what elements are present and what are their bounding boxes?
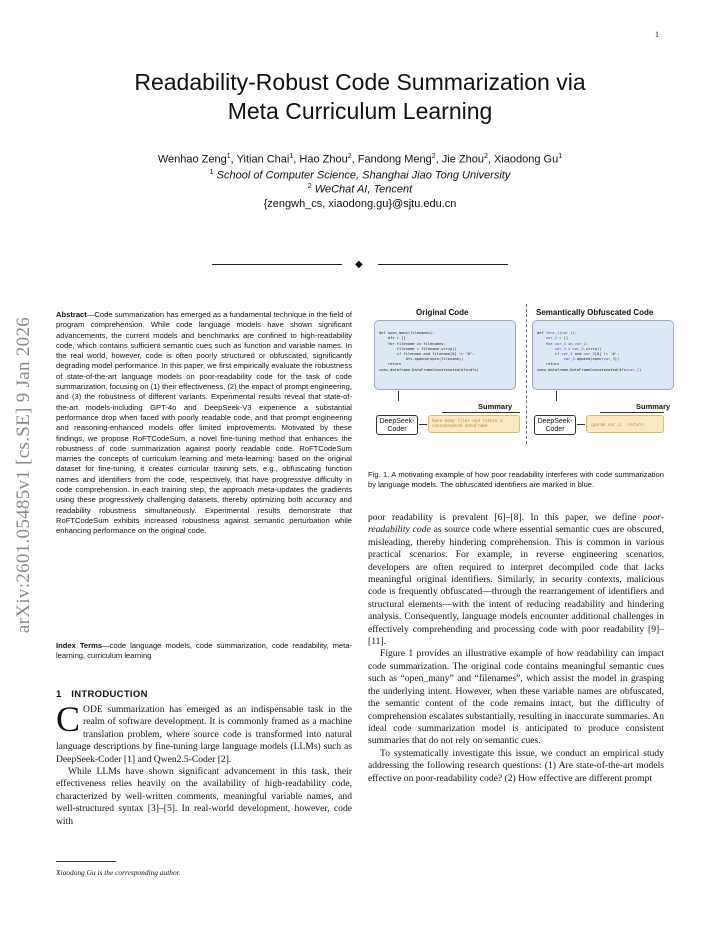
author: Wenhao Zeng <box>157 153 227 166</box>
author-list: Wenhao Zeng$^1$, Yitian Chai$^1$, Hao Zhou$^2$, Fandong Meng$^2$, Jie Zhou$^2$, Xiaodong Gu$^1$ <box>157 153 563 166</box>
intro-p1-text: summarization has emerged as an indispensable task in the realm of software development. It is commonly framed as a machine translation problem, where source code is transformed into natural language descriptions by fine-tuning large language models (LLMs) such as DeepSeek-Coder [1] and Qwen2.5-Coder [2]. <box>56 704 352 765</box>
intro-paragraph-2: While LLMs have shown significant advancement in this task, their effectiveness relies heavily on the availability of high-readability code, characterized by well-written comments, meaningful variable names, and well-structured syntax [3]–[5]. In real-world development, however, code with <box>56 766 352 827</box>
section-title: INTRODUCTION <box>71 689 148 700</box>
author-affiliation-mark: 1 <box>558 153 563 160</box>
author-email: {zengwh_cs, xiaodong.gu}@sjtu.edu.cn <box>263 198 457 210</box>
figure-1 <box>368 302 671 462</box>
index-terms-text: —code language models, code summarization, code readability, meta-learning, curriculum learning <box>56 641 353 661</box>
author: Jie Zhou <box>441 153 484 166</box>
code-line: if filename and filename[0] != "#": <box>379 352 475 357</box>
diamond-icon: ◆ <box>355 259 363 270</box>
affiliation-text: School of Computer Science, Shanghai Jiao Tong University <box>216 169 511 182</box>
code-line: for var_3 in var_1: <box>537 341 589 346</box>
obfuscated-code-header: Semantically Obfuscated Code <box>536 308 654 317</box>
figure-separator <box>526 304 527 444</box>
section-heading <box>56 689 352 700</box>
abstract-label: Abstract <box>56 310 87 319</box>
model-box-deepseek-coder: DeepSeek- Coder <box>376 415 418 435</box>
code-line: var_2.append(open(var_3)) <box>563 357 620 362</box>
intro-text <box>56 699 352 828</box>
original-code-box <box>374 320 516 390</box>
right-column-text <box>368 512 664 785</box>
original-code-header: Original Code <box>416 308 469 317</box>
footnote-rule <box>56 861 116 862</box>
obfuscated-code-box <box>532 320 674 390</box>
section-number: 1 <box>56 689 62 700</box>
obfuscated-summary: :param var_1: :return: <box>586 415 664 433</box>
author: Fandong Meng <box>357 153 432 166</box>
title-divider <box>212 260 508 270</box>
code-line: dfs.append(open(filename)) <box>379 357 464 362</box>
intro-paragraph-1 <box>56 699 352 766</box>
model-box-deepseek-coder: DeepSeek- Coder <box>534 415 576 435</box>
code-line: def open_many(filenames): <box>379 331 435 336</box>
code-line: for filename in filenames: <box>379 341 446 346</box>
code-line: def func_1(var_1): <box>537 331 578 336</box>
code-line: if var_3 and var_3[0] != '#': <box>537 352 620 357</box>
title-line-2: Meta Curriculum Learning <box>227 98 493 124</box>
code-line: var_2 = [] <box>545 336 569 341</box>
arxiv-identifier: arXiv:2601.05485v1 [cs.SE] 9 Jan 2026 <box>13 316 34 634</box>
code-line: return <box>379 362 402 367</box>
paragraph: poor readability is prevalent [6]–[8]. In this paper, we define poor-readability code as source code where essential semantic cues are obscured, misleading, thereby hindering comprehension. This is common in various practical scenarios. For example, in reverse engineering scenarios, developers are often required to interpret decompiled code that lacks meaningful original identifiers. Similarly, in security contexts, malicious code is frequently obfuscated—through the rearrangement of identifiers and structural elements—with the intent of reducing readability and hindering analysis. Consequently, language models encounter additional challenges in effectively comprehending and processing code with poor readability [9]–[11]. <box>368 512 664 648</box>
summary-label: Summary <box>478 402 513 411</box>
affiliation-2 <box>60 180 660 197</box>
first-word: ODE <box>83 704 103 715</box>
paragraph: Figure 1 provides an illustrative example of how readability can impact code summarization. The original code contains meaningful semantic cues such as “open_many” and “filenames”, which assist the model in grasping the underlying intent. However, when these variable names are obfuscated, the semantic content of the code remains intact, but the difficulty of comprehension escalates substantially, resulting in inaccurate summaries. An ideal code summarization model is anticipated to produce consistent summaries that do not rely on semantic cues. <box>368 648 664 747</box>
affiliation-mark: 2 <box>307 183 312 190</box>
summary-label: Summary <box>636 402 671 411</box>
code-line: return <box>537 362 560 367</box>
author-affiliation-mark: 2 <box>431 153 436 160</box>
author-affiliation-mark: 1 <box>226 153 231 160</box>
abstract-text: —Code summarization has emerged as a fundamental technique in the field of program comprehension. While code language models have shown significant advancements, the current models and benchmarks are confined to high-readability code, which contains sufficient semantic cues such as function and variable names. In the real world, however, code is often poorly structured or obfuscated, significantly degrading model performance. In this paper, we first empirically evaluate the robustness of state-of-the-art language models on poor-readability code for the task of code summarization, focusing on (1) their effectiveness, (2) the impact of prompt engineering, and (3) the robustness of different variants. Experimental results reveal that state-of-the-art models-including GPT-4o and DeepSeek-V3 experience a substantial performance drop when faced with poorly readable code, and that prompt engineering and reasoning-enhanced models offer limited improvements. Motivated by these findings, we propose RoFTCodeSum, a novel fine-tuning method that enhances the robustness of code summarization against poorly readable code. RoFTCodeSum marries the concepts of curriculum learning and meta-learning: based on the original dataset for fine-tuning, it creates curricular training sets, e.g., obfuscating function names and identifiers from the code, respectively, that have progressive difficulty in code comprehension. In each training step, the approach meta-updates the gradients using these progressively challenging datasets, thereby optimizing both accuracy and readability robustness simultaneously. Experimental results demonstrate that RoFTCodeSum exhibits increased robustness against semantic perturbation while enhancing performance on the original code. <box>56 310 352 536</box>
abstract <box>56 310 352 537</box>
paragraph: To systematically investigate this issue, we conduct an empirical study addressing the following research questions: (1) Are state-of-the-art models effective on poor-readability code? (2) How effective are different prompt <box>368 747 664 784</box>
page-number: 1 <box>655 30 659 39</box>
footnote: Xiaodong Gu is the corresponding author. <box>56 868 181 877</box>
drop-cap: C <box>56 699 81 739</box>
code-line: vaex.dataframe.DataFrameConcatenated(dfs=dfs) <box>379 367 479 372</box>
author: Yitian Chai <box>236 153 290 166</box>
arxiv-stamp <box>4 270 44 680</box>
affiliation-mark: 1 <box>209 169 214 176</box>
index-terms-label: Index Terms <box>56 641 103 650</box>
paper-title <box>60 68 660 126</box>
author-affiliation-mark: 1 <box>289 153 294 160</box>
arrow <box>556 391 557 401</box>
code-line: filename = filename.strip() <box>379 346 457 351</box>
title-line-1: Readability-Robust Code Summarization via <box>134 69 586 95</box>
code-line: vaex.dataframe.DataFrameConcatenated(dfs=var_2) <box>537 367 642 372</box>
arrow <box>398 391 399 401</box>
author: Xiaodong Gu <box>494 153 559 166</box>
index-terms <box>56 641 352 662</box>
affiliation-text: WeChat AI, Tencent <box>314 183 413 196</box>
figure-caption: Fig. 1. A motivating example of how poor readability interferes with code summarization by language models. The obfuscated identifiers are marked in blue. <box>368 470 664 489</box>
original-summary: Open many files and return a concatenated dataFrame. <box>428 415 520 433</box>
code-line: dfs = [] <box>379 336 406 341</box>
code-line: var_3 = var_3.strip() <box>554 346 602 351</box>
author-affiliation-mark: 2 <box>347 153 352 160</box>
author: Hao Zhou <box>299 153 348 166</box>
author-affiliation-mark: 2 <box>483 153 488 160</box>
